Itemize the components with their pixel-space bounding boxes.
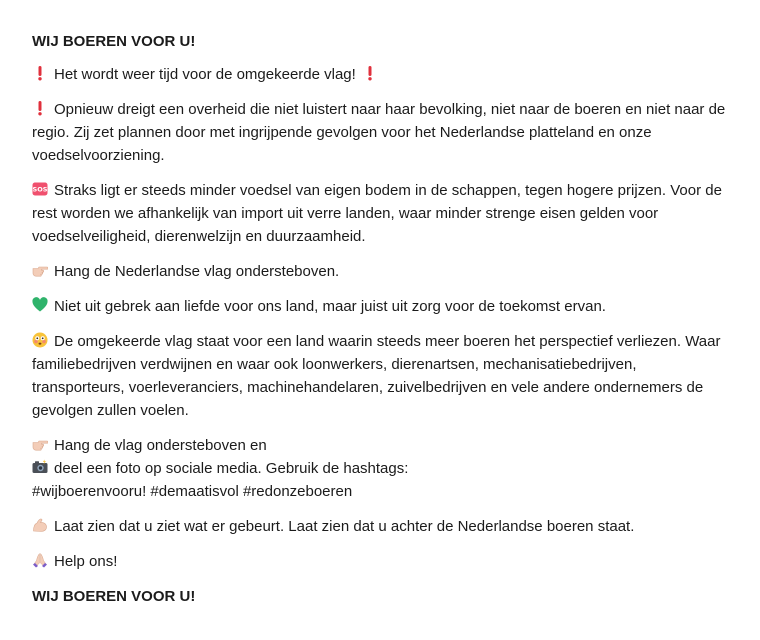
svg-text:SOS: SOS <box>32 185 48 194</box>
paragraph-text: De omgekeerde vlag staat voor een land waarin steeds meer boeren het perspectief verliezen. Waar familiebedrijven verdwijnen en waar ook loonwerkers, dierenartsen, mechanisatiebedrijven, transporteurs, voerleveranciers, machinehandelaren, zuivelbedrijven en vele andere ondernemers de gevolgen zullen voelen. <box>32 333 721 419</box>
paragraph-text: Hang de Nederlandse vlag ondersteboven. <box>54 263 340 280</box>
paragraph-show-support <box>32 515 732 538</box>
red-exclamation-icon <box>32 100 48 116</box>
camera-flash-icon <box>32 459 48 475</box>
post <box>32 30 732 608</box>
paragraph-text: Help ons! <box>54 553 118 570</box>
paragraph-flag-call <box>32 63 732 86</box>
hashtags-line: #wijboerenvooru! #demaatisvol #redonzeboeren <box>32 483 353 500</box>
folded-hands-icon <box>32 552 48 568</box>
pointing-right-hand-icon <box>32 436 48 452</box>
paragraph-text: Opnieuw dreigt een overheid die niet luistert naar haar bevolking, niet naar de boeren en niet naar de regio. Zij zet plannen door met ingrijpende gevolgen voor het Nederlandse platteland en onze voedselvoorziening. <box>32 101 726 164</box>
share-line-2 <box>32 457 732 480</box>
green-heart-icon <box>32 297 48 313</box>
paragraph-text: Niet uit gebrek aan liefde voor ons land, maar juist uit zorg voor de toekomst ervan. <box>54 298 606 315</box>
paragraph-text: Straks ligt er steeds minder voedsel van eigen bodem in de schappen, tegen hogere prijzen. Voor de rest worden we afhankelijk van import uit verre landen, waar minder strenge eisen gelden voor voedselveiligheid, dierenwelzijn en duurzaamheid. <box>32 182 722 245</box>
pointing-right-hand-icon <box>32 262 48 278</box>
flushed-face-icon <box>32 332 48 348</box>
flexed-biceps-icon <box>32 517 48 533</box>
post-heading-bottom: WIJ BOEREN VOOR U! <box>32 588 196 605</box>
paragraph-government <box>32 98 732 167</box>
paragraph-love <box>32 295 732 318</box>
paragraph-text: deel een foto op sociale media. Gebruik de hashtags: <box>54 460 409 477</box>
red-exclamation-icon <box>362 65 378 81</box>
paragraph-hang-flag <box>32 260 732 283</box>
paragraph-share-photo <box>32 434 732 503</box>
red-exclamation-icon <box>32 65 48 81</box>
paragraph-food-supply <box>32 179 732 248</box>
paragraph-text: Het wordt weer tijd voor de omgekeerde vlag! <box>54 66 356 83</box>
paragraph-help <box>32 550 732 573</box>
paragraph-text: Hang de vlag ondersteboven en <box>54 437 267 454</box>
post-heading-top: WIJ BOEREN VOOR U! <box>32 33 196 50</box>
share-line-1 <box>32 434 732 457</box>
paragraph-farmers-perspective <box>32 330 732 422</box>
paragraph-text: Laat zien dat u ziet wat er gebeurt. Laat zien dat u achter de Nederlandse boeren staat. <box>54 518 635 535</box>
sos-icon <box>32 181 48 197</box>
